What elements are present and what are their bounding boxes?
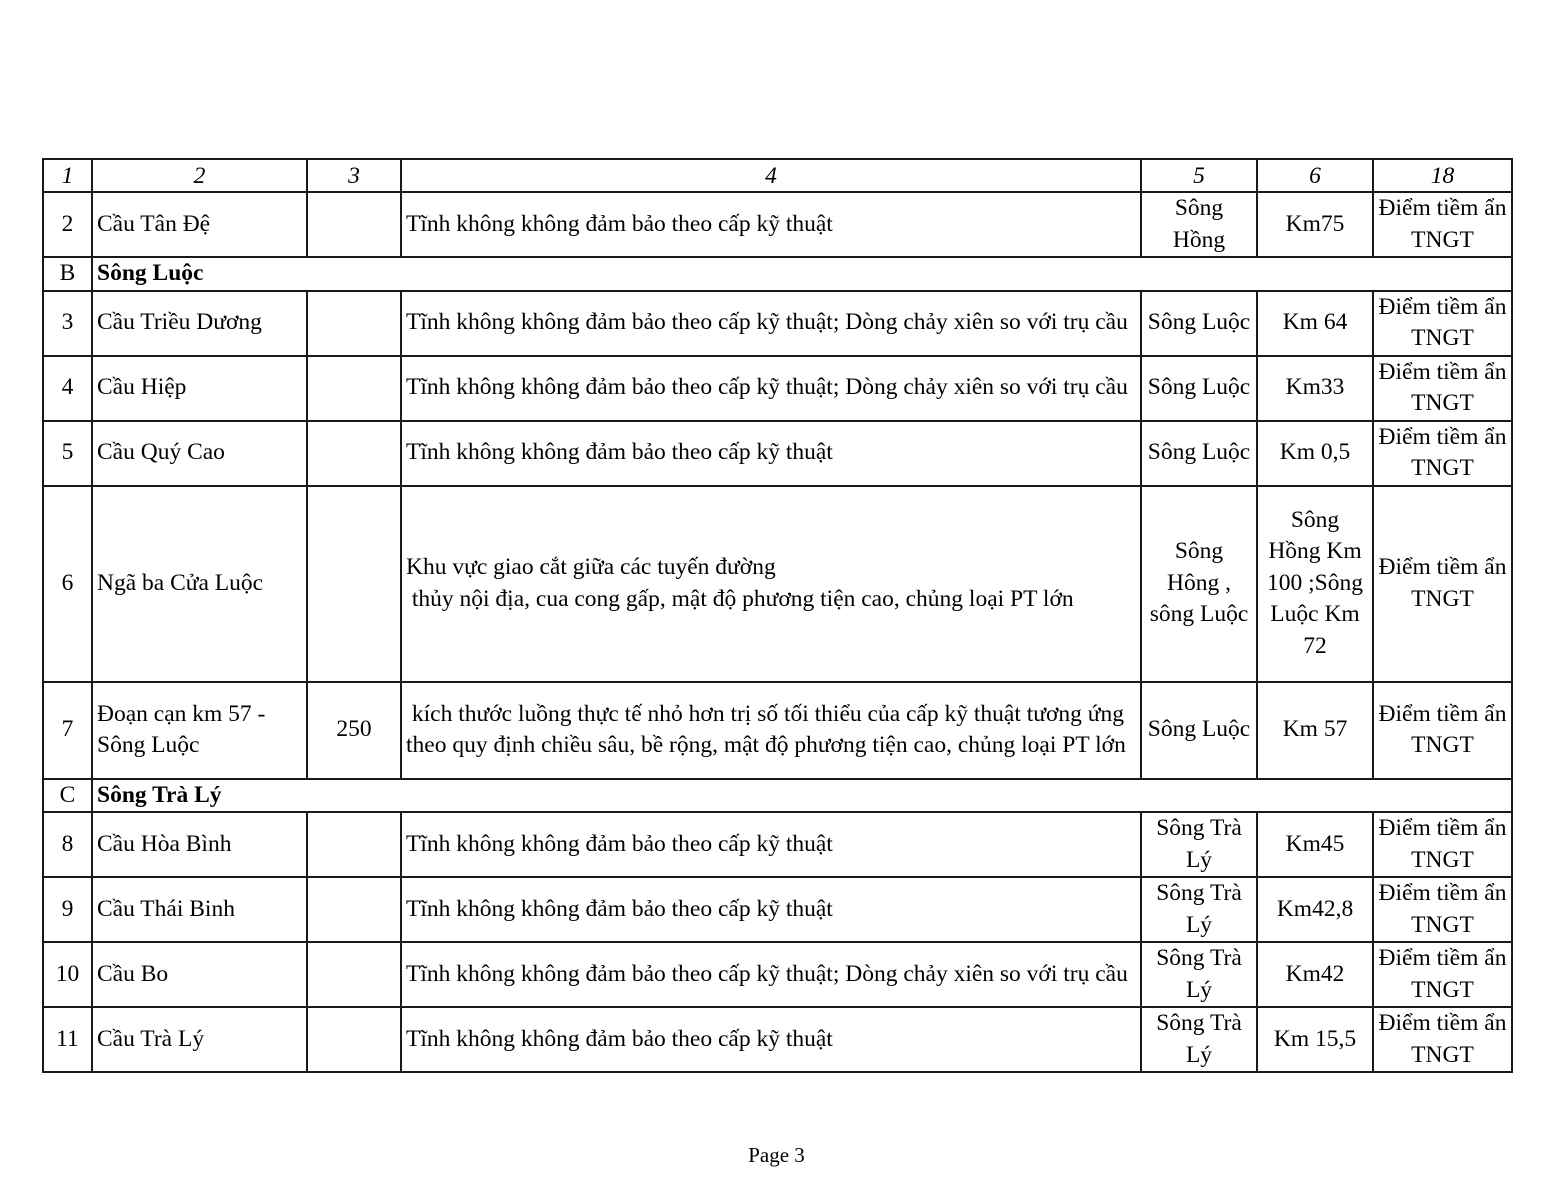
river-name: Sông Trà Lý <box>1141 812 1257 877</box>
river-name: Sông Trà Lý <box>1141 1007 1257 1072</box>
location-name: Cầu Quý Cao <box>92 421 307 486</box>
length-value <box>307 192 401 257</box>
location-name: Cầu Hòa Bình <box>92 812 307 877</box>
row-number: 3 <box>43 291 92 356</box>
page-number: Page 3 <box>748 1143 805 1167</box>
table-row <box>43 291 1512 356</box>
location-name: Cầu Bo <box>92 942 307 1007</box>
river-name: Sông Luộc <box>1141 356 1257 421</box>
table-row <box>43 356 1512 421</box>
header-cell: 18 <box>1373 159 1512 192</box>
row-number: 7 <box>43 682 92 779</box>
classification-note: Điểm tiềm ẩn TNGT <box>1373 192 1512 257</box>
km-marker: Km 64 <box>1257 291 1373 356</box>
length-value <box>307 1007 401 1072</box>
row-number: 8 <box>43 812 92 877</box>
hazard-description: Tĩnh không không đảm bảo theo cấp kỹ thuật <box>401 812 1141 877</box>
header-cell: 2 <box>92 159 307 192</box>
length-value <box>307 356 401 421</box>
table-row <box>43 421 1512 486</box>
hazard-description: Tĩnh không không đảm bảo theo cấp kỹ thuật; Dòng chảy xiên so với trụ cầu <box>401 356 1141 421</box>
km-marker: Km45 <box>1257 812 1373 877</box>
km-marker: Km33 <box>1257 356 1373 421</box>
table-row <box>43 486 1512 682</box>
river-name: Sông Trà Lý <box>1141 877 1257 942</box>
row-number: 5 <box>43 421 92 486</box>
row-number: 9 <box>43 877 92 942</box>
header-cell: 3 <box>307 159 401 192</box>
section-row <box>43 257 1512 291</box>
section-label: B <box>43 257 92 291</box>
hazard-description: kích thước luồng thực tế nhỏ hơn trị số tối thiểu của cấp kỹ thuật tương ứng theo quy định chiều sâu, bề rộng, mật độ phương tiện cao, chủng loại PT lớn <box>401 682 1141 779</box>
hazard-description: Tĩnh không không đảm bảo theo cấp kỹ thuật; Dòng chảy xiên so với trụ cầu <box>401 942 1141 1007</box>
river-name: Sông Luộc <box>1141 421 1257 486</box>
km-marker: Sông Hồng Km 100 ;Sông Luộc Km 72 <box>1257 486 1373 682</box>
row-number: 4 <box>43 356 92 421</box>
river-name: Sông Trà Lý <box>1141 942 1257 1007</box>
location-name: Cầu Thái Binh <box>92 877 307 942</box>
length-value <box>307 486 401 682</box>
header-cell: 6 <box>1257 159 1373 192</box>
table-row <box>43 682 1512 779</box>
table-row <box>43 877 1512 942</box>
table-row <box>43 1007 1512 1072</box>
classification-note: Điểm tiềm ẩn TNGT <box>1373 421 1512 486</box>
km-marker: Km75 <box>1257 192 1373 257</box>
hazard-description: Tĩnh không không đảm bảo theo cấp kỹ thuật; Dòng chảy xiên so với trụ cầu <box>401 291 1141 356</box>
row-number: 10 <box>43 942 92 1007</box>
length-value <box>307 812 401 877</box>
section-label: C <box>43 779 92 813</box>
location-name: Cầu Tân Đệ <box>92 192 307 257</box>
hazard-description: Tĩnh không không đảm bảo theo cấp kỹ thuật <box>401 192 1141 257</box>
classification-note: Điểm tiềm ẩn TNGT <box>1373 877 1512 942</box>
hazard-description: Tĩnh không không đảm bảo theo cấp kỹ thuật <box>401 421 1141 486</box>
river-name: Sông Luộc <box>1141 291 1257 356</box>
header-cell: 1 <box>43 159 92 192</box>
row-number: 6 <box>43 486 92 682</box>
column-number-header-row <box>43 159 1512 192</box>
table-row <box>43 812 1512 877</box>
hazard-points-table <box>42 158 1513 1073</box>
km-marker: Km 57 <box>1257 682 1373 779</box>
classification-note: Điểm tiềm ẩn TNGT <box>1373 291 1512 356</box>
location-name: Đoạn cạn km 57 - Sông Luộc <box>92 682 307 779</box>
location-name: Cầu Trà Lý <box>92 1007 307 1072</box>
km-marker: Km 15,5 <box>1257 1007 1373 1072</box>
section-row <box>43 779 1512 813</box>
hazard-description: Tĩnh không không đảm bảo theo cấp kỹ thuật <box>401 1007 1141 1072</box>
classification-note: Điểm tiềm ẩn TNGT <box>1373 356 1512 421</box>
classification-note: Điểm tiềm ẩn TNGT <box>1373 682 1512 779</box>
river-name: Sông Hồng <box>1141 192 1257 257</box>
km-marker: Km 0,5 <box>1257 421 1373 486</box>
km-marker: Km42,8 <box>1257 877 1373 942</box>
location-name: Ngã ba Cửa Luộc <box>92 486 307 682</box>
river-name: Sông Hông , sông Luộc <box>1141 486 1257 682</box>
classification-note: Điểm tiềm ẩn TNGT <box>1373 942 1512 1007</box>
classification-note: Điểm tiềm ẩn TNGT <box>1373 1007 1512 1072</box>
river-name: Sông Luộc <box>1141 682 1257 779</box>
km-marker: Km42 <box>1257 942 1373 1007</box>
hazard-description: Khu vực giao cắt giữa các tuyến đường thủy nội địa, cua cong gấp, mật độ phương tiện cao, chủng loại PT lớn <box>401 486 1141 682</box>
classification-note: Điểm tiềm ẩn TNGT <box>1373 812 1512 877</box>
header-cell: 5 <box>1141 159 1257 192</box>
table-row <box>43 942 1512 1007</box>
length-value <box>307 942 401 1007</box>
location-name: Cầu Triều Dương <box>92 291 307 356</box>
row-number: 2 <box>43 192 92 257</box>
header-cell: 4 <box>401 159 1141 192</box>
location-name: Cầu Hiệp <box>92 356 307 421</box>
length-value <box>307 421 401 486</box>
hazard-description: Tĩnh không không đảm bảo theo cấp kỹ thuật <box>401 877 1141 942</box>
section-title: Sông Trà Lý <box>92 779 1512 813</box>
row-number: 11 <box>43 1007 92 1072</box>
length-value <box>307 877 401 942</box>
classification-note: Điểm tiềm ẩn TNGT <box>1373 486 1512 682</box>
length-value <box>307 291 401 356</box>
table-row <box>43 192 1512 257</box>
length-value: 250 <box>307 682 401 779</box>
section-title: Sông Luộc <box>92 257 1512 291</box>
